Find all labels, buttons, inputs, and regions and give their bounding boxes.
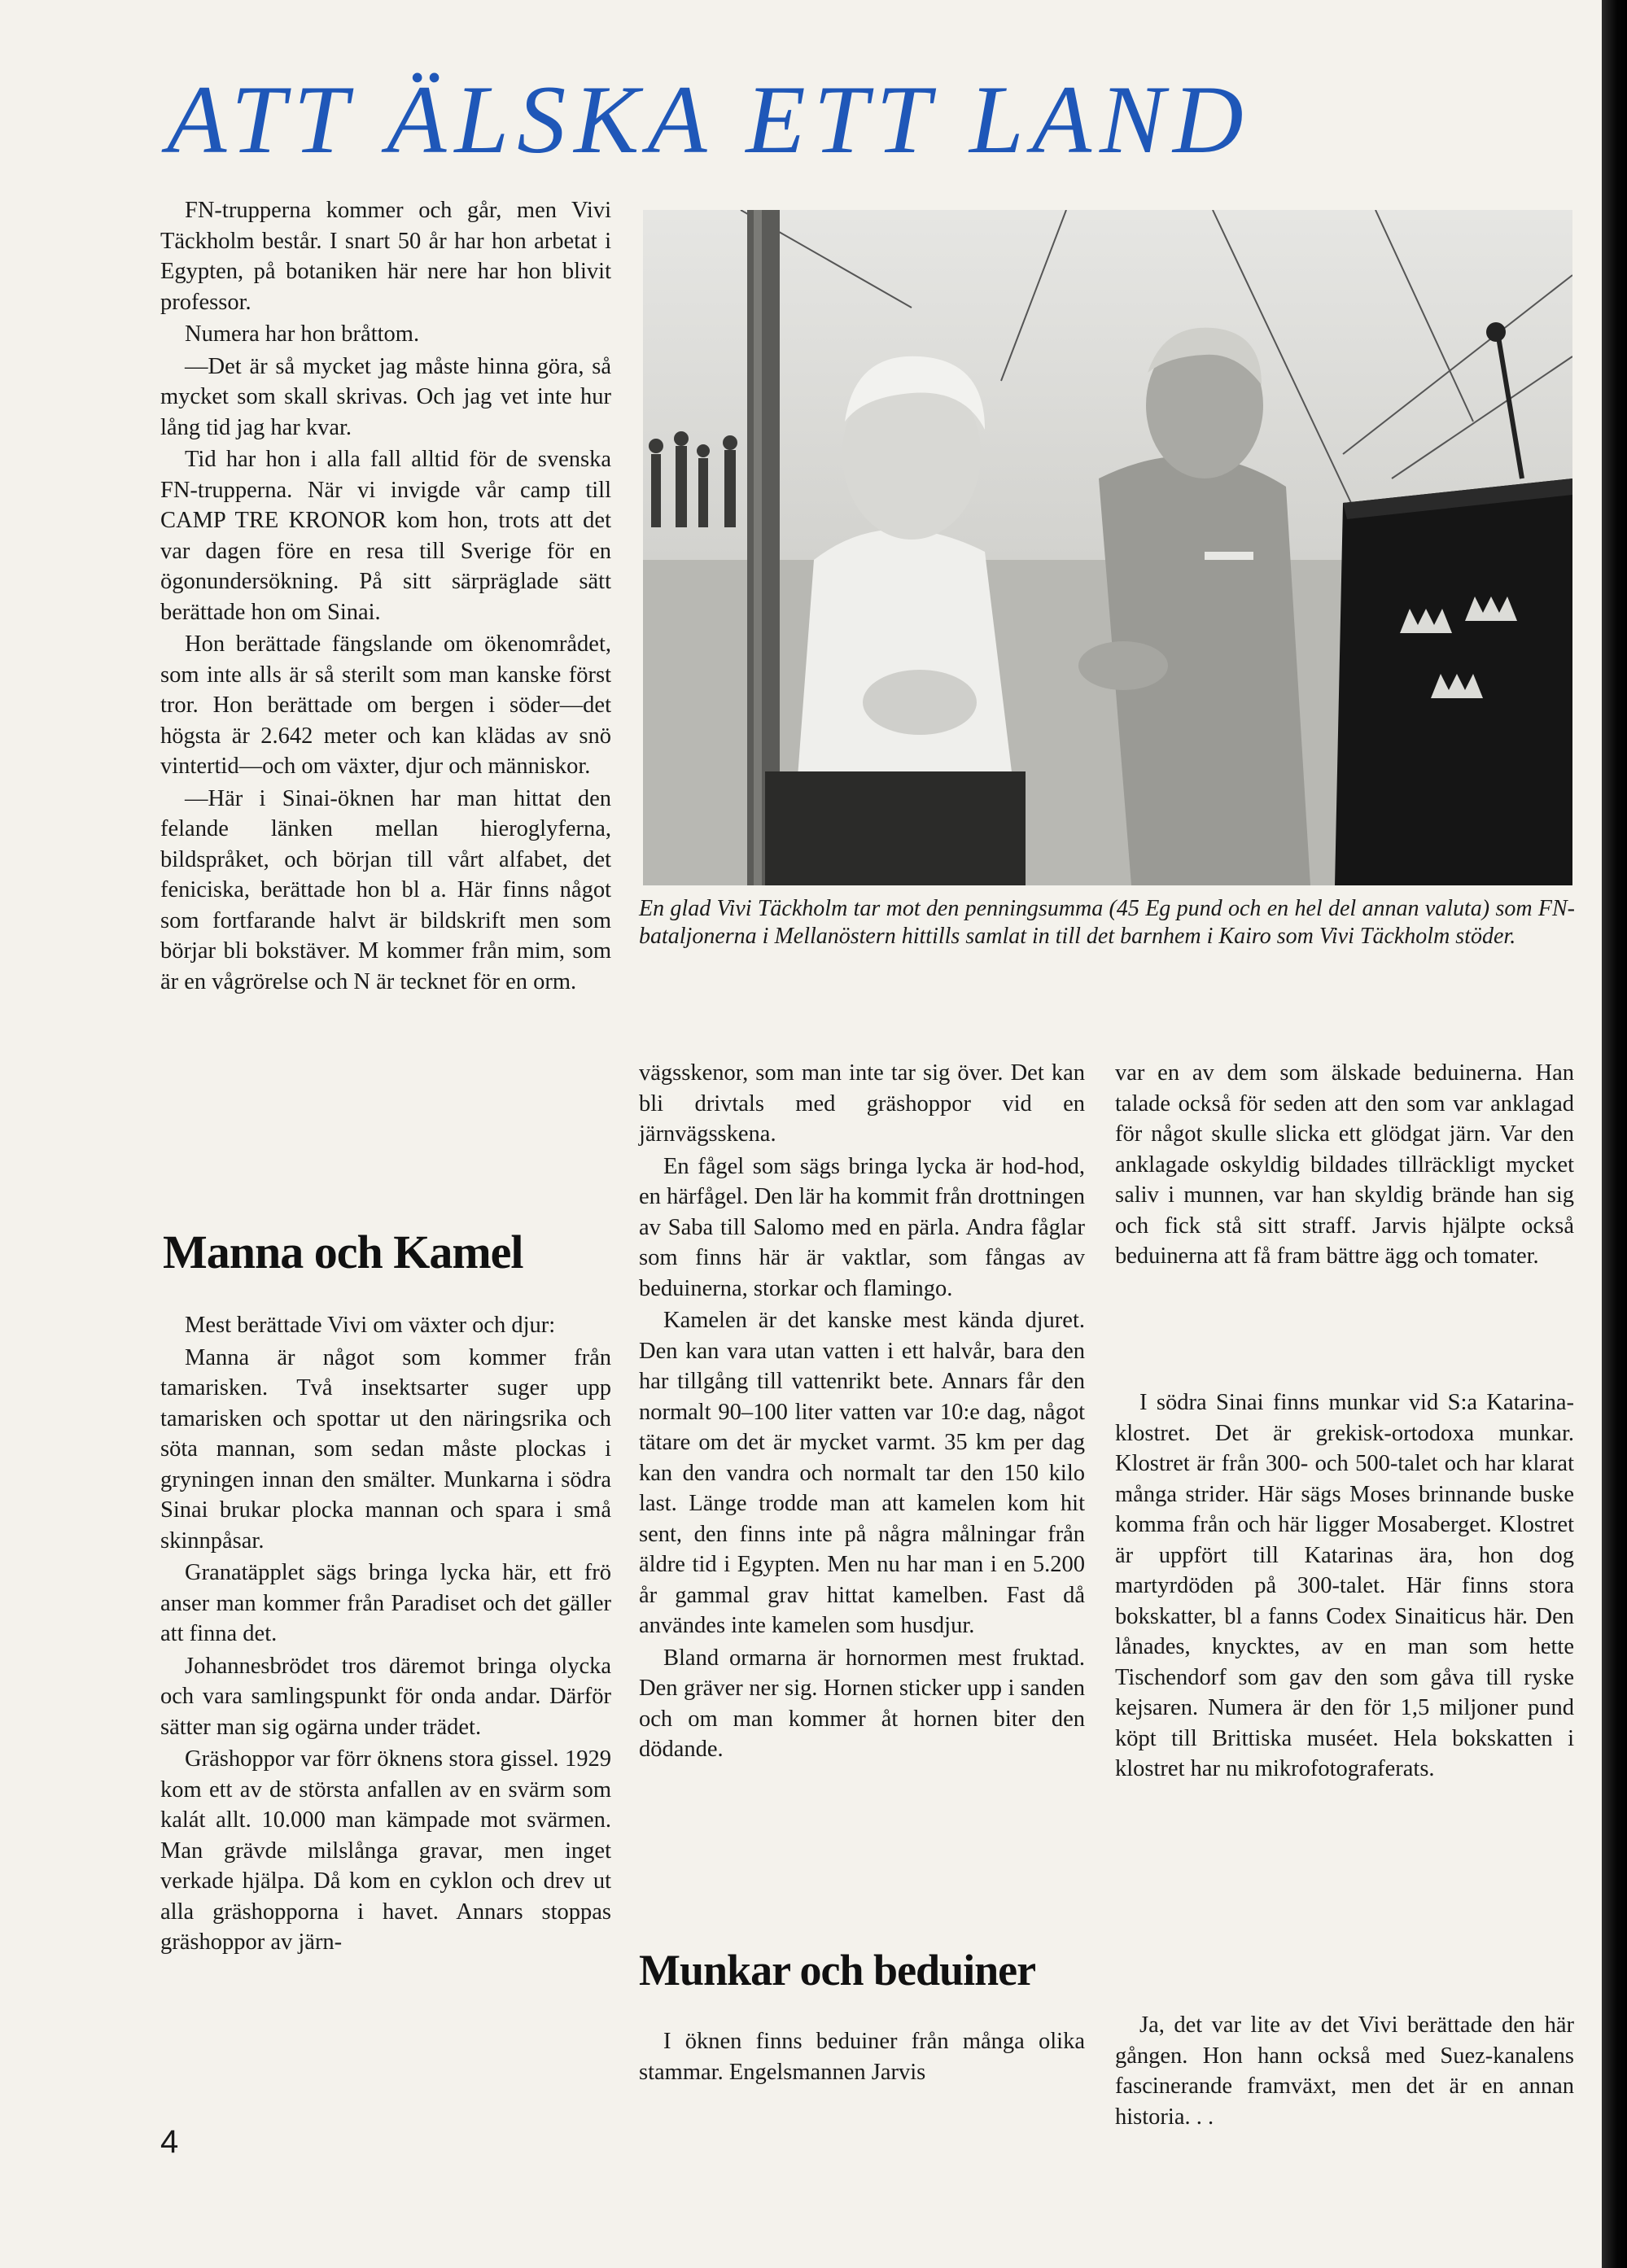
manna-column-left (160, 1310, 611, 1958)
page-number: 4 (160, 2124, 179, 2160)
intro-paragraph: Numera har hon bråttom. (185, 321, 420, 347)
body-paragraph: var en av dem som älskade beduinerna. Han talade också för seden att den som var anklagad för något skulle slicka ett glödgat järn. Var den anklagade oskyldig bildades tillräckligt mycket saliv i munnen, var han skyldig brände han sig och fick stå sitt straff. Jarvis hjälpte också beduinerna att få fram bättre ägg och tomater. (1115, 1060, 1574, 1269)
intro-paragraph: —Här i Sinai-öknen har man hittat den felande länken mellan hieroglyferna, bildspråket, och början till vårt alfabet, det feniciska, berättade hon bl a. Här finns något som fortfarande halvt är bildskrift men som börjar bli bokstäver. M kommer från mim, som är en vågrörelse och N är tecknet för en orm. (160, 785, 611, 994)
right-column-middle (1115, 1387, 1574, 1785)
intro-paragraph: —Det är så mycket jag måste hinna göra, så mycket som skall skrivas. Och jag vet inte hur lång tid jag har kvar. (160, 353, 611, 440)
right-column-top (1115, 1058, 1574, 1272)
body-paragraph: Manna är något som kommer från tamarisken. Två insektsarter suger upp tamarisken och spottar ut den näringsrika och söta mannan, som sedan måste plockas i gryningen innan den smälter. Munkarna i södra Sinai brukar plocka mannan och spara i små skinnpåsar. (160, 1344, 611, 1554)
section-heading-munkar: Munkar och beduiner (639, 1946, 1036, 1995)
body-paragraph: En fågel som sägs bringa lycka är hod-hod, en härfågel. Den lär ha kommit från drottningen av Saba till Salomo med en pärla. Andra fåglar som finns här är vaktlar, som fångas av beduinerna, storkar och flamingo. (639, 1153, 1085, 1301)
body-paragraph: Mest berättade Vivi om växter och djur: (185, 1313, 556, 1338)
photo-caption: En glad Vivi Täckholm tar mot den penningsumma (45 Eg pund och en hel del annan valuta) som FN-bataljonerna i Mellanöstern hittills samlat in till det barnhem i Kairo som Vivi Täckholm stöder. (639, 896, 1575, 949)
intro-column (160, 195, 611, 997)
body-paragraph: I öknen finns beduiner från många olika stammar. Engelsmannen Jarvis (639, 2029, 1085, 2085)
section-heading-manna: Manna och Kamel (163, 1226, 523, 1278)
body-paragraph: Johannesbrödet tros däremot bringa olycka och vara samlingspunkt för onda andar. Därför sätter man sig ogärna under trädet. (160, 1653, 611, 1740)
intro-paragraph: Tid har hon i alla fall alltid för de svenska FN-trupperna. När vi invigde vår camp till CAMP TRE KRONOR kom hon, trots att det var dagen före en resa till Sverige för en ögonundersökning. På sitt särpräglade sätt berättade hon om Sinai. (160, 447, 611, 625)
right-column-bottom (1115, 2010, 1574, 2132)
intro-paragraph: FN-trupperna kommer och går, men Vivi Täckholm består. I snart 50 år har hon arbetat i Egypten, på botaniken här nere har hon blivit professor. (160, 198, 611, 315)
body-paragraph: vägsskenor, som man inte tar sig över. Det kan bli drivtals med gräshoppor vid en järnvägsskena. (639, 1060, 1085, 1147)
article-photo (643, 210, 1572, 885)
body-paragraph: Kamelen är det kanske mest kända djuret. Den kan vara utan vatten i ett halvår, bara den har tillgång till vattenrikt bete. Annars får den normalt 90–100 liter vatten var 10:e dag, något tätare om det är mycket varmt. 35 km per dag kan den vandra och normalt tar den 150 kilo last. Länge trodde man att kamelen kom hit sent, den finns inte på några målningar från äldre tid i Egypten. Men nu har man i en 5.200 år gammal grav hittat kamelben. Fast då användes inte kamelen som husdjur. (639, 1308, 1085, 1638)
photo-illustration (643, 210, 1572, 885)
body-paragraph: Granatäpplet sägs bringa lycka här, ett frö anser man kommer från Paradiset och det gäller att finna det. (160, 1560, 611, 1646)
body-paragraph: I södra Sinai finns munkar vid S:a Katarina-klostret. Det är grekisk-ortodoxa munkar. Klostret är från 300- och 500-talet och har klarat många strider. Här sägs Moses brinnande buske komma från och här ligger Mosaberget. Klostret är uppfört till Katarinas ära, hon dog martyrdöden på 300-talet. Här finns stora bokskatter, bl a fanns Codex Sinaiticus här. Den lånades, knycktes, av en man som hette Tischendorf som gav den som gåva till ryske kejsaren. Numera är den för 1,5 miljoner pund köpt till Brittiska muséet. Hela bokskatten i klostret har nu mikrofotograferats. (1115, 1390, 1574, 1781)
body-paragraph: Gräshoppor var förr öknens stora gissel. 1929 kom ett av de största anfallen av en svärm som kalát allt. 10.000 man kämpade mot svärmen. Man grävde milslånga gravar, men inget verkade hjälpa. Då kom en cyklon och drev ut alla gräshopporna i havet. Annars stoppas gräshoppor av järn- (160, 1746, 611, 1955)
microphone-icon (1486, 322, 1506, 342)
munkar-column-middle (639, 2026, 1085, 2087)
intro-paragraph: Hon berättade fängslande om ökenområdet, som inte alls är så sterilt som man kanske först tror. Hon berättade om bergen i söder—det högsta är 2.642 meter och kan klädas av snö vintertid—och om växter, djur och människor. (160, 631, 611, 779)
article-title: ATT ÄLSKA ETT LAND (167, 65, 1252, 173)
body-paragraph: Bland ormarna är hornormen mest fruktad. Den gräver ner sig. Hornen sticker upp i sanden och om man kommer åt hornen biter den dödande. (639, 1645, 1085, 1762)
photo-lectern (1335, 479, 1572, 885)
page-binding-edge (1602, 0, 1627, 2268)
body-paragraph: Ja, det var lite av det Vivi berättade den här gången. Hon hann också med Suez-kanalens fascinerande framväxt, men det är en annan historia. . . (1115, 2012, 1574, 2130)
manna-column-middle (639, 1058, 1085, 1765)
